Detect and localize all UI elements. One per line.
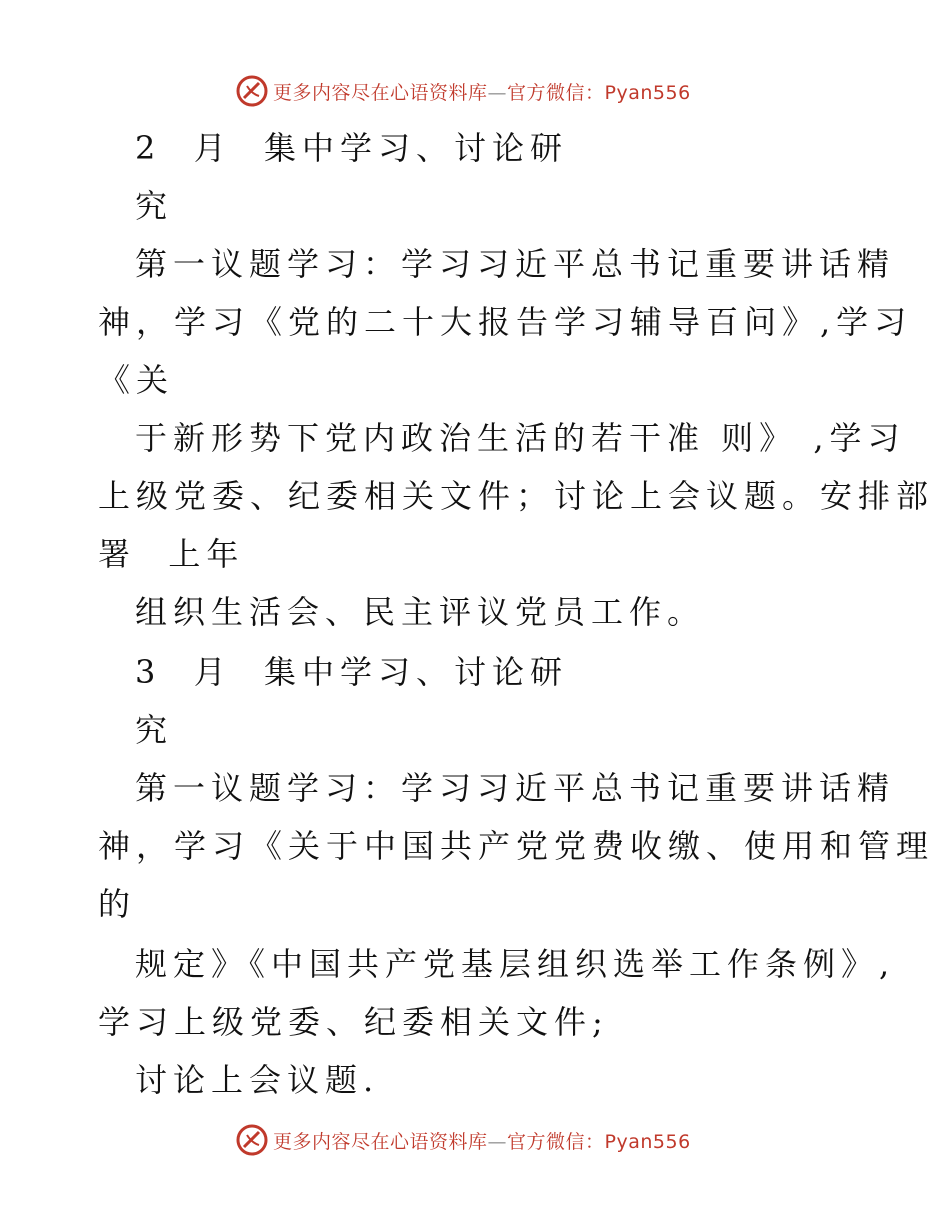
text-line: 2 月 集中学习、讨论研 <box>135 129 569 167</box>
text-line: 署 上年 <box>98 535 245 573</box>
watermark-text: 更多内容尽在心语资料库—官方微信：Pyan556 <box>273 1130 691 1153</box>
text-line: 上级党委、纪委相关文件；讨论上会议题。安排部 <box>98 477 935 515</box>
logo-icon <box>235 1123 269 1157</box>
logo-icon <box>235 74 269 108</box>
text-line: 于新形势下党内政治生活的若干准 则》 ,学习 <box>135 419 906 457</box>
text-line: 究 <box>135 187 174 225</box>
text-line: 究 <box>135 711 174 749</box>
header-watermark-banner <box>235 74 691 108</box>
text-line: 《关 <box>98 361 175 399</box>
text-line: 讨论上会议题. <box>135 1061 380 1099</box>
text-line: 学习上级党委、纪委相关文件; <box>98 1003 609 1041</box>
text-line: 规定》《中国共产党基层组织选举工作条例》, <box>135 945 896 983</box>
text-line: 的 <box>98 885 137 923</box>
text-line: 神，学习《关于中国共产党党费收缴、使用和管理 <box>98 827 935 865</box>
text-line: 3 月 集中学习、讨论研 <box>135 653 569 691</box>
watermark-text: 更多内容尽在心语资料库—官方微信：Pyan556 <box>273 81 691 104</box>
text-line: 组织生活会、民主评议党员工作。 <box>135 593 706 631</box>
text-line: 神，学习《党的二十大报告学习辅导百问》,学习 <box>98 303 913 341</box>
text-line: 第一议题学习：学习习近平总书记重要讲话精 <box>135 769 896 807</box>
footer-watermark-banner <box>235 1123 691 1157</box>
text-line: 第一议题学习：学习习近平总书记重要讲话精 <box>135 245 896 283</box>
